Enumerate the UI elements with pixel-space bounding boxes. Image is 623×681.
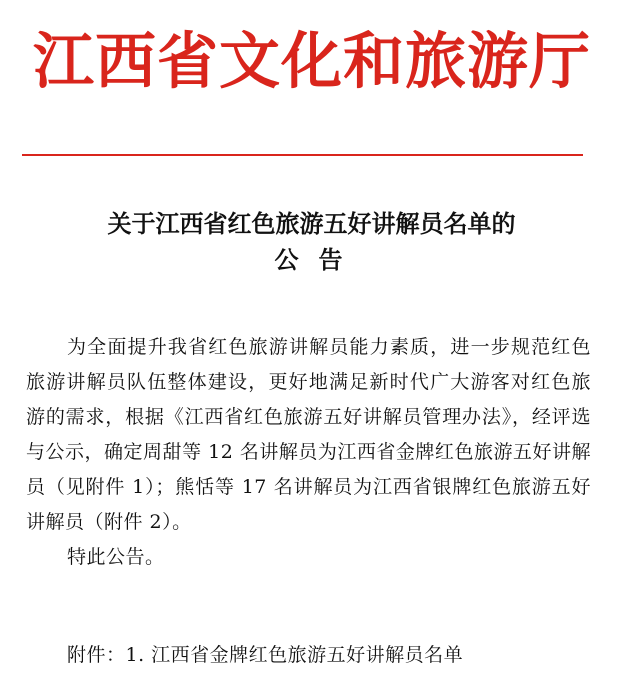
notice-title [0, 206, 623, 278]
notice-body [26, 330, 591, 575]
notice-title-line1: 关于江西省红色旅游五好讲解员名单的 [107, 210, 516, 238]
notice-title-line2: 公告 [274, 246, 363, 274]
issuer-masthead: 江西省文化和旅游厅 [32, 26, 591, 97]
attachment-line: 附件：1. 江西省金牌红色旅游五好讲解员名单 [67, 644, 464, 666]
closing-line: 特此公告。 [67, 546, 165, 568]
body-paragraph: 为全面提升我省红色旅游讲解员能力素质，进一步规范红色旅游讲解员队伍整体建设，更好地满足新时代广大游客对红色旅游的需求，根据《江西省红色旅游五好讲解员管理办法》，经评选与公示，确定周甜等 12 名讲解员为江西省金牌红色旅游五好讲解员（见附件 1）；熊恬等 17 名讲解员为江西省银牌红色旅游五好讲解员（附件 2）。 [26, 336, 591, 533]
masthead-red-rule [22, 154, 583, 156]
